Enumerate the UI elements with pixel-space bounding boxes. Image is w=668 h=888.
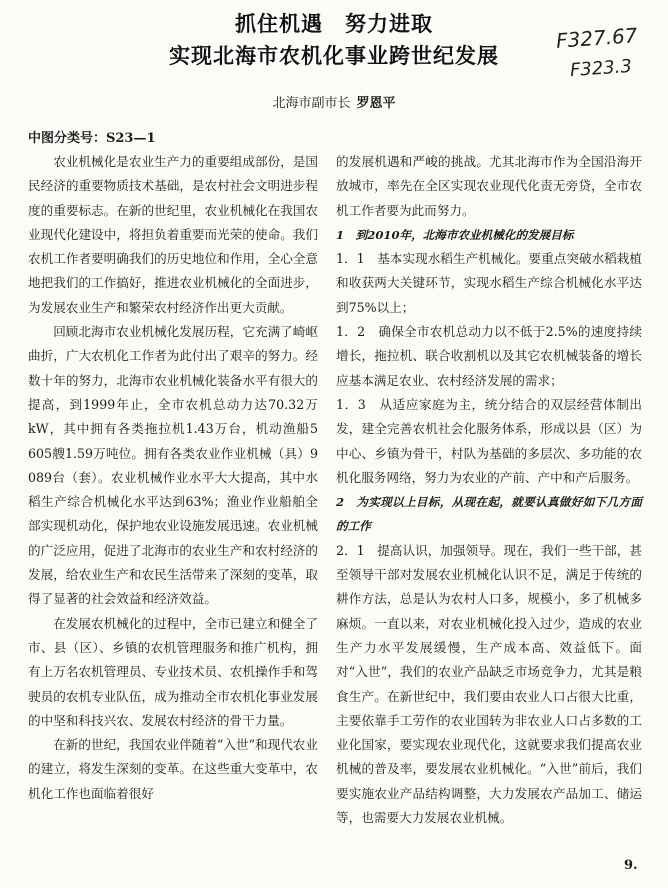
paragraph: 2．1 提高认识，加强领导。现在，我们一些干部，甚至领导干部对发展农业机械化认识不足，满足于传统的耕作方法，总是认为农村人口多，规模小，多了机械多麻烦。一直以来，对农业机械化投入过少，造成的农业生产力水平发展缓慢，生产成本高、效益低下。面对“入世”，我们的农业产品缺乏市场竞争力，尤其是粮食生产。在新世纪中，我们要由农业人口占很大比重，主要依靠手工劳作的农业国转为非农业人口占多数的工业化国家，要实现农业现代化，这就要求我们提高农业机械的普及率，要发展农业机械化。“入世”前后，我们要实施农业产品结构调整，大力发展农产品加工、储运等，也需要大力发展农业机械。 [336,542,642,826]
section-heading: 2 为实现以上目标，从现在起，就要认真做好如下几方面的工作 [336,495,642,534]
author-line [0,92,668,111]
paragraph: 1．2 确保全市农机总动力以不低于2.5%的速度持续增长，拖拉机、联合收割机以及其它农机械装备的增长应基本满足农业、农村经济发展的需求； [336,324,642,388]
paragraph: 的发展机遇和严峻的挑战。尤其北海市作为全国沿海开放城市，率先在全区实现农业现代化责无旁贷，全市农机工作者要为此而努力。 [336,154,642,218]
classification-number: 中图分类号：S23—1 [28,131,156,146]
right-column [336,150,642,830]
handwritten-note-2: F323.3 [569,55,633,82]
article-title-line-1: 抓住机遇 努力进取 [235,12,433,36]
paragraph: 1．3 从适应家庭为主，统分结合的双层经营体制出发，建全完善农机社会化服务体系，形成以县（区）为中心、乡镇为骨干，村队为基础的多层次、多功能的农机化服务网络，努力为农业的产前、产中和产后服务。 [336,396,642,485]
article-title-line-2: 实现北海市农机化事业跨世纪发展 [169,44,499,68]
left-column [28,150,318,806]
author-role: 北海市副市长 [272,96,351,111]
paragraph: 农业机械化是农业生产力的重要组成部份，是国民经济的重要物质技术基础，是农村社会文明进步程度的重要标志。在新的世纪里，农业机械化在我国农业现代化建设中，将担负着重要而光荣的使命。我们农机工作者要明确我们的历史地位和作用，全心全意地把我们的工作搞好，推进农业机械化的全面进步，为发展农业生产和繁荣农村经济作出更大贡献。 [28,154,318,315]
section-heading: 1 到2010年，北海市农业机械化的发展目标 [336,227,574,242]
paragraph: 在发展农机械化的过程中，全市已建立和健全了市、县（区）、乡镇的农机管理服务和推广机构，拥有上万名农机管理员、专业技术员、农机操作手和驾驶员的农机专业队伍，成为推动全市农机化事业发展的中坚和科技兴农、发展农村经济的骨干力量。 [28,615,318,728]
paragraph: 1．1 基本实现水稻生产机械化。要重点突破水稻栽植和收获两大关键环节，实现水稻生产综合机械化水平达到75%以上； [336,251,642,315]
handwritten-note-1: F327.67 [555,23,639,53]
paragraph: 在新的世纪，我国农业伴随着“入世”和现代农业的建立，将发生深刻的变革。在这些重大变革中，农机化工作也面临着很好 [28,737,318,801]
paragraph: 回顾北海市农业机械化发展历程，它充满了崎岖曲折，广大农机化工作者为此付出了艰辛的努力。经数十年的努力，北海市农业机械化装备水平有很大的提高，到1999年止，全市农机总动力达70.32万kW，其中拥有各类拖拉机1.43万台，机动渔船5 605艘1.59万吨位。拥有各类农业作业机械（具）9 089台（套）。农业机械作业水平大大提高，其中水稻生产综合机械化水平达到63%；渔业作业船舶全部实现机动化，保护地农业设施发展迅速。农业机械的广泛应用，促进了北海市的农业生产和农村经济的发展，给农业生产和农民生活带来了深刻的变革，取得了显著的社会效益和经济效益。 [28,324,318,607]
author-name: 罗恩平 [356,96,396,111]
page-number: 9. [624,858,638,873]
